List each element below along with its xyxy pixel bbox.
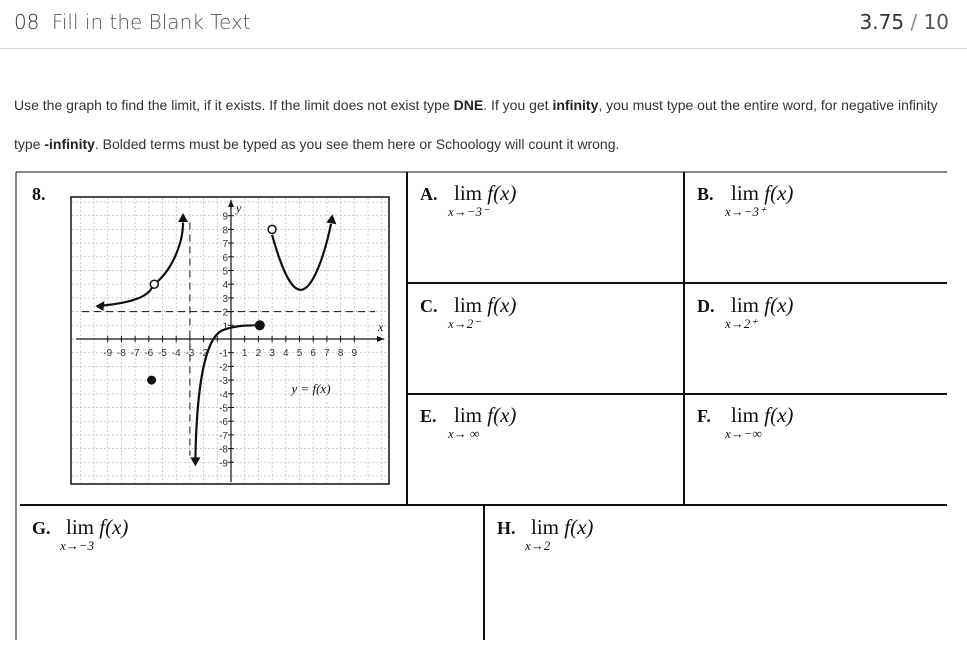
instructions-text: . Bolded terms must be typed as you see them here or Schoology will count it wrong. bbox=[94, 136, 620, 152]
x-axis-label: x bbox=[378, 320, 384, 334]
y-tick-label: -9 bbox=[219, 458, 228, 470]
limit-approach: x→−3⁻ bbox=[448, 204, 489, 219]
x-tick-label: -8 bbox=[116, 348, 126, 359]
function-expression: f(x) bbox=[759, 403, 794, 427]
y-tick-label: -1 bbox=[219, 348, 228, 360]
part-letter: C. bbox=[420, 296, 438, 316]
limit-expression bbox=[454, 293, 516, 318]
part-letter: B. bbox=[697, 184, 714, 204]
lim-operator: lim bbox=[731, 403, 760, 427]
y-tick-label: -3 bbox=[219, 376, 228, 388]
y-axis-label: y bbox=[236, 201, 242, 215]
y-tick-label: 9 bbox=[222, 211, 228, 223]
y-tick-label: 8 bbox=[222, 225, 228, 237]
lim-operator: lim bbox=[531, 515, 560, 539]
limit-approach: x→ ∞ bbox=[448, 426, 480, 441]
lim-operator: lim bbox=[731, 181, 760, 205]
y-tick-label: 6 bbox=[222, 252, 228, 264]
instructions-text: , you must type out the entire word, for negative infinity type bbox=[14, 97, 938, 152]
score-separator: / bbox=[910, 10, 918, 34]
y-tick-label: 7 bbox=[222, 239, 228, 251]
x-tick-label: 9 bbox=[351, 348, 358, 359]
y-tick-label: -7 bbox=[219, 430, 228, 442]
y-tick-label: -4 bbox=[219, 389, 228, 401]
graph bbox=[71, 197, 389, 484]
open-point bbox=[150, 280, 158, 288]
part-letter: H. bbox=[497, 518, 516, 538]
limit-approach: x→2⁻ bbox=[448, 316, 481, 331]
instructions-dne: DNE bbox=[453, 97, 484, 113]
x-tick-label: -4 bbox=[171, 348, 181, 359]
y-tick-label: 1 bbox=[222, 321, 228, 333]
y-tick-label: -6 bbox=[219, 417, 228, 429]
function-expression: f(x) bbox=[482, 181, 517, 205]
closed-point bbox=[255, 320, 265, 330]
y-tick-label: -8 bbox=[219, 444, 228, 456]
function-expression: f(x) bbox=[759, 181, 794, 205]
limit-expression bbox=[454, 181, 516, 206]
problem-number: 8. bbox=[32, 184, 46, 204]
limit-approach: x→−3⁺ bbox=[725, 204, 766, 219]
function-expression: f(x) bbox=[482, 403, 517, 427]
y-tick-label: 4 bbox=[222, 280, 228, 292]
x-tick-label: -2 bbox=[199, 348, 209, 359]
function-expression: f(x) bbox=[759, 293, 794, 317]
part-letter: F. bbox=[697, 406, 711, 426]
lim-operator: lim bbox=[454, 403, 483, 427]
closed-point bbox=[147, 376, 156, 385]
question-number: 08 bbox=[14, 10, 40, 34]
x-tick-label: 8 bbox=[337, 348, 344, 359]
limit-expression bbox=[731, 403, 793, 428]
x-tick-label: 6 bbox=[310, 348, 316, 359]
x-tick-label: -5 bbox=[158, 348, 167, 359]
limit-expression bbox=[454, 403, 516, 428]
x-tick-label: -9 bbox=[103, 348, 113, 359]
limit-approach: x→2⁺ bbox=[725, 316, 758, 331]
instructions-text: . If you get bbox=[483, 97, 553, 113]
function-expression: f(x) bbox=[482, 293, 517, 317]
question-type: Fill in the Blank Text bbox=[51, 10, 251, 34]
y-tick-label: 2 bbox=[222, 307, 228, 319]
limit-expression bbox=[731, 293, 793, 318]
x-tick-label: 4 bbox=[283, 348, 289, 359]
part-letter: E. bbox=[420, 406, 437, 426]
lim-operator: lim bbox=[731, 293, 760, 317]
limit-approach: x→−3 bbox=[60, 538, 95, 553]
limit-expression bbox=[731, 181, 793, 206]
function-expression: f(x) bbox=[559, 515, 594, 539]
part-letter: G. bbox=[32, 518, 51, 538]
limit-expression bbox=[66, 515, 128, 540]
x-tick-label: -7 bbox=[130, 348, 140, 359]
score-total: 10 bbox=[923, 10, 949, 34]
y-tick-label: -5 bbox=[219, 403, 228, 415]
y-tick-label: 5 bbox=[222, 266, 228, 278]
x-tick-label: 7 bbox=[324, 348, 330, 359]
lim-operator: lim bbox=[454, 181, 483, 205]
x-tick-label: 3 bbox=[269, 348, 275, 359]
x-tick-label: -3 bbox=[185, 348, 195, 359]
limit-approach: x→−∞ bbox=[725, 426, 762, 441]
part-letter: D. bbox=[697, 296, 715, 316]
y-tick-label: 3 bbox=[222, 293, 228, 305]
x-tick-label: 2 bbox=[255, 348, 262, 359]
function-label: y = f(x) bbox=[291, 381, 331, 396]
score-earned: 3.75 bbox=[859, 10, 905, 34]
instructions-text: Use the graph to find the limit, if it exists. If the limit does not exist type bbox=[14, 97, 454, 113]
part-letter: A. bbox=[420, 184, 438, 204]
instructions-infinity: infinity bbox=[552, 97, 599, 113]
limit-approach: x→2 bbox=[525, 538, 551, 553]
x-tick-label: -6 bbox=[144, 348, 154, 359]
open-point bbox=[268, 225, 276, 233]
lim-operator: lim bbox=[454, 293, 483, 317]
x-tick-label: 5 bbox=[296, 348, 303, 359]
limit-expression bbox=[531, 515, 593, 540]
function-expression: f(x) bbox=[94, 515, 129, 539]
instructions-neg-infinity: -infinity bbox=[44, 136, 95, 152]
y-tick-label: -2 bbox=[219, 362, 228, 374]
x-tick-label: 1 bbox=[241, 348, 248, 359]
graph-frame bbox=[71, 197, 389, 484]
lim-operator: lim bbox=[66, 515, 95, 539]
